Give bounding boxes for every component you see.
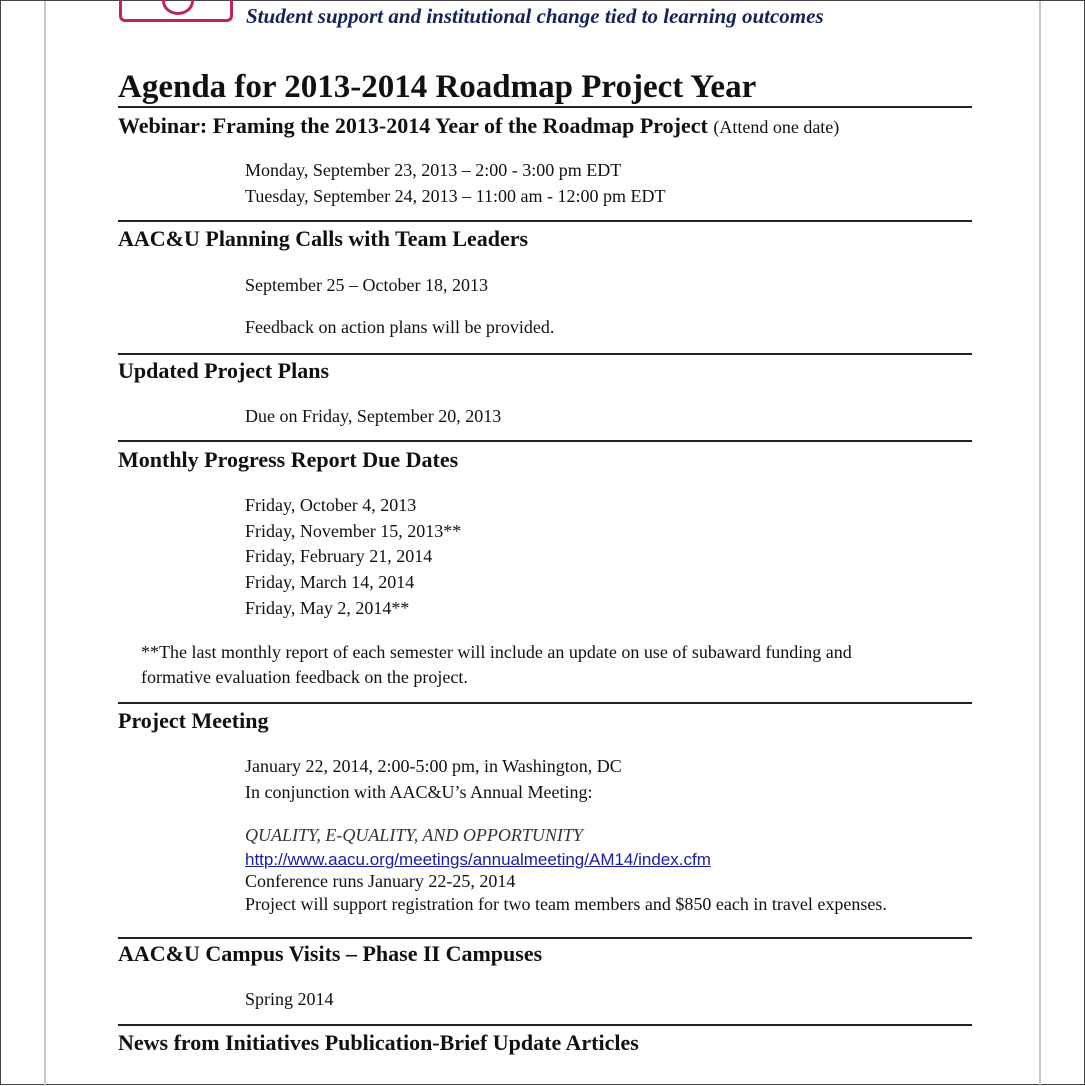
webinar-heading-text: Webinar: Framing the 2013-2014 Year of the Roadmap Project xyxy=(118,113,708,138)
campus-visits-when: Spring 2014 xyxy=(245,989,334,1009)
section-heading-webinar xyxy=(118,113,839,139)
webinar-date: Monday, September 23, 2013 – 2:00 - 3:00 pm EDT xyxy=(245,160,622,180)
progress-report-footnote: formative evaluation feedback on the project. xyxy=(141,667,468,687)
progress-report-date: Friday, October 4, 2013 xyxy=(245,495,417,515)
webinar-note: (Attend one date) xyxy=(713,117,840,137)
section-heading-project-meeting: Project Meeting xyxy=(118,708,269,733)
section-divider xyxy=(118,702,972,704)
tagline: Student support and institutional change tied to learning outcomes xyxy=(246,4,824,28)
section-divider xyxy=(118,220,972,222)
meeting-conference-dates: Conference runs January 22-25, 2014 xyxy=(245,871,516,891)
section-divider xyxy=(118,106,972,108)
meeting-conjunction: In conjunction with AAC&U’s Annual Meeting: xyxy=(245,782,593,802)
section-divider xyxy=(118,937,972,939)
updated-plans-due: Due on Friday, September 20, 2013 xyxy=(245,406,502,426)
section-heading-news: News from Initiatives Publication-Brief Update Articles xyxy=(118,1030,639,1055)
section-heading-planning-calls: AAC&U Planning Calls with Team Leaders xyxy=(118,226,529,251)
section-divider xyxy=(118,1024,972,1026)
meeting-url-link[interactable]: http://www.aacu.org/meetings/annualmeeting/AM14/index.cfm xyxy=(245,850,711,869)
page-margin-line xyxy=(44,1,46,1086)
meeting-when: January 22, 2014, 2:00-5:00 pm, in Washington, DC xyxy=(245,756,622,776)
page-title: Agenda for 2013-2014 Roadmap Project Year xyxy=(118,69,757,105)
progress-report-footnote: **The last monthly report of each semester will include an update on use of subaward funding and xyxy=(141,642,852,662)
progress-report-date: Friday, May 2, 2014** xyxy=(245,598,410,618)
progress-report-date: Friday, February 21, 2014 xyxy=(245,546,433,566)
section-divider xyxy=(118,353,972,355)
logo-icon xyxy=(119,0,233,22)
page-margin-line xyxy=(1039,1,1041,1086)
progress-report-date: Friday, November 15, 2013** xyxy=(245,521,462,541)
webinar-date: Tuesday, September 24, 2013 – 11:00 am - 12:00 pm EDT xyxy=(245,186,666,206)
section-heading-updated-plans: Updated Project Plans xyxy=(118,358,330,383)
progress-report-date: Friday, March 14, 2014 xyxy=(245,572,415,592)
planning-calls-dates: September 25 – October 18, 2013 xyxy=(245,275,488,295)
section-heading-campus-visits: AAC&U Campus Visits – Phase II Campuses xyxy=(118,941,543,966)
meeting-theme: QUALITY, E-QUALITY, AND OPPORTUNITY xyxy=(245,825,583,845)
section-divider xyxy=(118,440,972,442)
planning-calls-feedback: Feedback on action plans will be provided. xyxy=(245,317,555,337)
meeting-support: Project will support registration for two team members and $850 each in travel expenses. xyxy=(245,894,887,914)
section-heading-progress-reports: Monthly Progress Report Due Dates xyxy=(118,447,459,472)
